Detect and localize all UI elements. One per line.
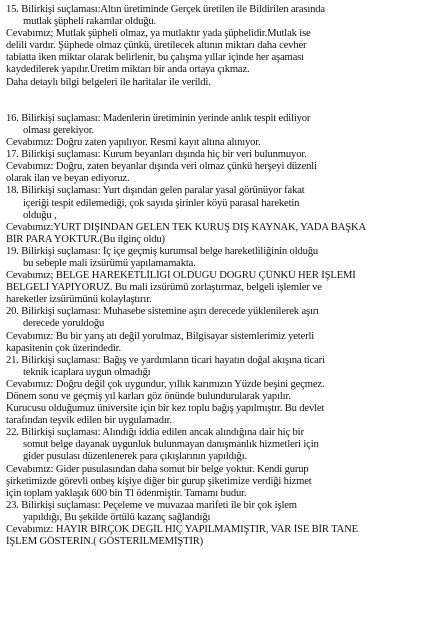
text-line: bu sebeple mali izsürümü yapılamamakta. (23, 257, 196, 269)
text-line: mutlak şüpheli rakamlar olduğu. (23, 16, 157, 28)
text-line: tarafından teşvik edilen bir uygulamadır. (6, 415, 172, 427)
text-line: Daha detaylı bilgi belgeleri ile haritalar ile verildi. (6, 76, 211, 88)
text-line: Cevabımız; BELGE HAREKETLİLİĞİ OLDUĞU DOGRU ÇÜNKÜ HER İŞLEMİ (6, 270, 356, 282)
text-line: Cevabımız: Doğru, zaten beyanlar dışında veri olmaz çünkü herşeyi düzenli (6, 161, 317, 173)
text-line: BİR PARA YOKTUR.(Bu ilginç oldu) (6, 233, 165, 245)
text-line: Cevabımız: HAYIR BİRÇOK DEĞİL HİÇ YAPILMAMIŞTIR, VAR İSE BİR TANE (6, 524, 358, 536)
text-line: 19. Bilirkişi suçlaması: İç içe geçmiş kurumsal belge hareketliliğinin olduğu (6, 245, 319, 257)
text-line: Cevabımız: Doğru zaten yapılıyor. Resmi kayıt altına alınıyor. (6, 137, 261, 149)
text-line: Cevabımız; Mutlak şüpheli olmaz, ya mutlaktır yada şüphelidir.Mutlak ise (6, 28, 311, 40)
text-line: 22. Bilirkişi suçlaması: Alındığı iddia edilen ancak alındığına dair hiç bir (6, 427, 304, 439)
text-line: Cevabımız: Gider pusulasından daha somut bir belge yoktur. Kendi gurup (6, 463, 309, 475)
text-line: Cevabımız:YURT DIŞINDAN GELEN TEK KURUŞ DIŞ KAYNAK, YADA BAŞKA (6, 221, 366, 233)
text-line: Kurucusu olduğumuz üniversite için bir kez toplu bağış yapılmıştır. Bu devlet (6, 403, 325, 415)
text-line: hareketler izsürümünü kolaylaştırır. (6, 294, 152, 306)
text-line: Cevabımız: Bu bir yarış atı değil yorulmaz, Bilgisayar sistemlerimiz yeterli (6, 330, 315, 342)
text-line: İŞLEM GÖSTERİN.( GÖSTERİLMEMİŞTİR) (6, 536, 204, 548)
text-line: 20. Bilirkişi suçlaması: Muhasebe sistemine aşırı derecede yüklenilerek aşırı (6, 306, 319, 318)
text-line: yapıldığı, Bu şekilde örtülü kazanç sağlandığı (23, 511, 211, 523)
text-line: somut belge dayanak uygunluk bulunmayan danışmanlık hizmetleri için (23, 439, 319, 451)
text-line: teknik icaplara uygun olmadığı (23, 366, 151, 378)
text-line: kaydedilerek yapılır.Üretim miktarı bir anda ortaya çıkmaz. (6, 64, 250, 76)
blank-line (6, 101, 444, 113)
text-line: olması gerekiyor. (23, 124, 95, 136)
text-line: kapasitenin çok üzerindedir. (6, 342, 121, 354)
text-line: gider pusulası düzenlenerek para çıkışlarının yapıldığı. (23, 451, 248, 463)
text-line: 15. Bilirkişi suçlaması:Altın üretiminde Gerçek üretilen ile Bildirilen arasında (6, 4, 325, 15)
text-line: derecede yoruldoğu (23, 318, 105, 330)
text-line: şirketimizde görevli onbeş kişiye diğer bir gurup şiketimize verdiği hizmet (6, 475, 312, 487)
text-line: 18. Bilirkişi suçlaması: Yurt dışından gelen paralar yasal görünüyor fakat (6, 185, 305, 197)
text-line: 16. Bilirkişi suçlaması: Madenlerin üretiminin yerinde anlık tespit ediliyor (6, 112, 311, 124)
text-line: için toplam yaklaşık 600 bin Tl ödenmiştir. Tamamı budur. (6, 487, 247, 499)
text-line: 23. Bilirkişi suçlaması: Peçeleme ve muvazaa marifeti ile bir çok işlem (6, 499, 297, 511)
blank-line (6, 89, 444, 101)
text-line: olarak ilan ve beyan ediyoruz. (6, 173, 130, 185)
text-line: içeriği tespit edilemediği, çok sayıda şirinler köyü parasal hareketin (23, 197, 300, 209)
text-line: Cevabımız: Doğru değil çok uygundur, yıllık karımızın Yüzde beşini geçmez. (6, 378, 325, 390)
text-line: 17. Bilirkişi suçlaması: Kurum beyanları dışında hiç bir veri bulunmuyor. (6, 149, 307, 161)
text-line: 21. Bilirkişi suçlaması: Bağış ve yardımların ticari hayatın doğal akışına ticari (6, 354, 325, 366)
text-line: Dönem sonu ve geçmiş yıl karları göz önünde bulundurularak yapılır. (6, 391, 291, 402)
text-line: delili vardır. Şüphede olmaz çünkü, üretilecek altının miktarı daha cevher (6, 40, 307, 52)
document-body (6, 4, 444, 548)
text-line: olduğu , (23, 209, 57, 221)
text-line: BELGELİ YAPIYORUZ. Bu mali izsürümü zorlaştırmaz, belgeli işlemler ve (6, 282, 322, 294)
text-line: tabiatta iken miktar olarak belirlenir, bu çalışma yıllar içinde her aşaması (6, 52, 304, 64)
